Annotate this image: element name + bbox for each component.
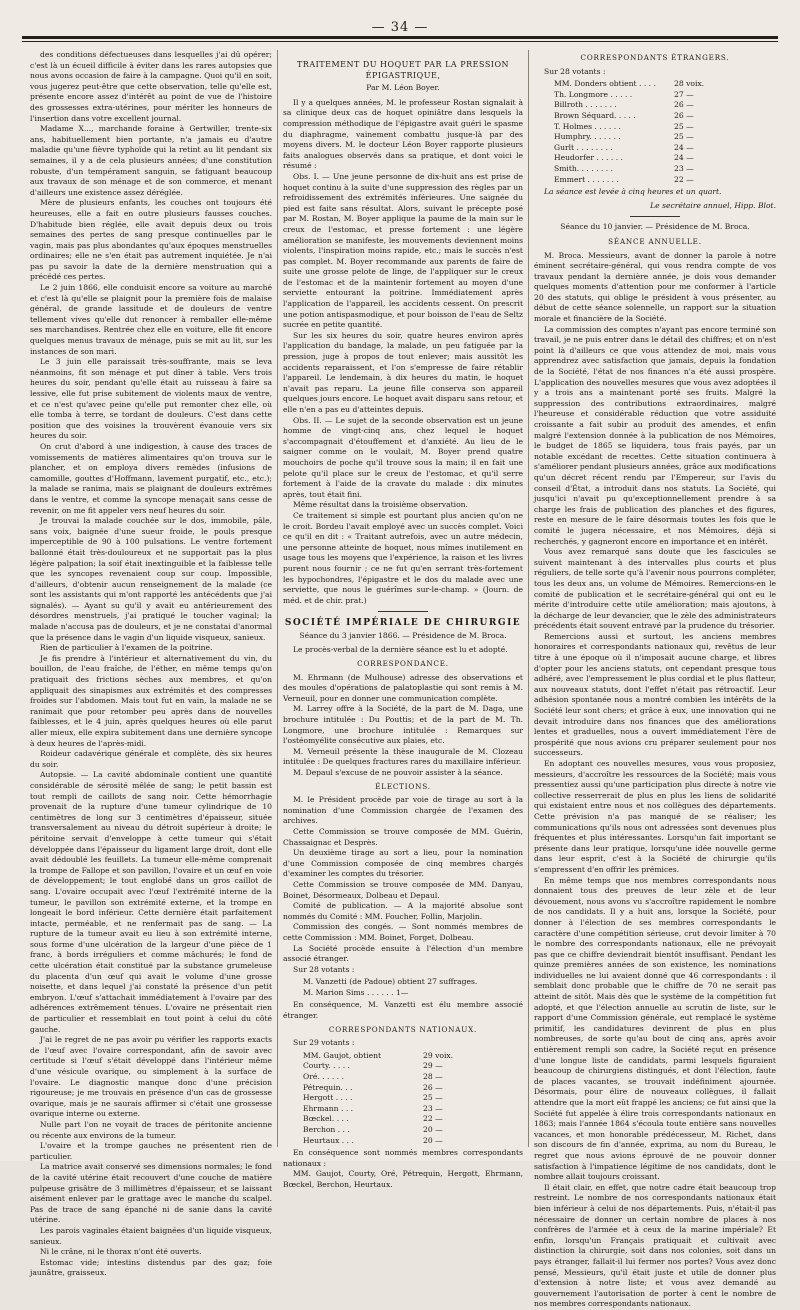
vote-row bbox=[303, 1083, 523, 1094]
vote-name: M. Vanzetti (de Padoue) obtient 27 suffrages. bbox=[303, 977, 478, 987]
paragraph: Commission des congés. — Sont nommés membres de cette Commission : MM. Boinet, Forget, Dolbeau. bbox=[283, 922, 523, 942]
vote-value: 25 — bbox=[674, 132, 694, 142]
vote-name: Billroth . . . . . . . bbox=[554, 100, 617, 110]
vote-intro: Sur 29 votants : bbox=[293, 1038, 355, 1048]
vote-list bbox=[303, 977, 523, 998]
vote-list bbox=[554, 79, 776, 185]
paragraph: J'ai le regret de ne pas avoir pu vérifier les rapports exacts de l'œuf avec l'ovaire correspondant, afin de savoir avec certitude si l'œuf s'était développé dans l'intérieur même d'une vésicule ovarique, ou simplement à la surface de l'ovaire. Le diagnostic manque donc d'une précision rigoureuse; je me trouvais en présence d'un cas de grossesse ovarique, mais je ne saurais affirmer si c'était une grossesse ovarique interne ou externe. bbox=[30, 1035, 272, 1119]
paragraph: Nulle part l'on ne voyait de traces de péritonite ancienne ou récente aux environs de la tumeur. bbox=[30, 1119, 272, 1140]
vote-name: MM. Gaujot, obtient bbox=[303, 1050, 382, 1060]
header-rule bbox=[22, 36, 778, 39]
paragraph: M. Larrey offre à la Société, de la part de M. Daga, une brochure intitulée : Du Pouttis; et de la part de M. Th. Longmore, une brochure intitulée : Remarques sur l'ostéomyélite consécutive aux plaies, etc. bbox=[283, 704, 523, 746]
vote-name: MM. Donders obtient . . . . bbox=[554, 79, 656, 89]
vote-value: 22 — bbox=[674, 174, 694, 184]
header-rule-thin bbox=[22, 41, 778, 42]
vote-name: Berchon . . . bbox=[303, 1125, 350, 1134]
paragraph: La commission des comptes n'ayant pas encore terminé son travail, je ne puis entrer dans le détail des chiffres; et on n'est point là d'ailleurs ce que vous attendez de moi, mais vous apprendrez avec satisfaction que jamais, depuis la fondation de la Société, l'état de nos finances n'a été aussi prospère. L'application des nouvelles mesures que vous avez adoptées il y a trois ans a maintenant porté ses fruits. Malgré la suppression des contributions extraordinaires, malgré l'heureuse et considérable réduction que votre assiduité croissante a fait subir au produit des amendes, et enfin malgré l'extension donnée à la publication de nos Mémoires, le budget de 1865 se liquidera, tous frais payés, par un notable excédant de recettes. Cette situation continuera à s'améliorer pendant plusieurs années, grâce aux modifications qu'un décret récent rendu par l'Empereur, sur l'avis du conseil d'État, a introduit dans nos statuts. La Société, qui jusqu'ici n'avait pu qu'exceptionnellement prendre à sa charge les frais de publication des planches et des figures, reste en mesure de le faire désormais toutes les fois que le comité le jugera nécessaire, et nos Mémoires, déjà si recherchés, y gagneront encore en importance et en intérêt. bbox=[534, 324, 776, 546]
session-heading: Séance du 3 janvier 1866. — Présidence de M. Broca. bbox=[299, 630, 507, 640]
vote-name: Hergott . . . . bbox=[303, 1093, 353, 1103]
paragraph: des conditions défectueuses dans lesquelles j'ai dû opérer; c'est là un écueil difficile à éviter dans les rares autopsies que nous avons occasion de faire à la campagne. Quoi qu'il en soit, vous jugerez peut-être que cette observation, telle qu'elle est, présente encore assez d'intérêt au point de vue de l'histoire des grossesses extra-utérines, pour mériter les honneurs de l'insertion dans votre excellent journal. bbox=[30, 50, 272, 123]
vote-row bbox=[303, 1093, 523, 1104]
section-separator bbox=[630, 216, 680, 217]
paragraph: Le 2 juin 1866, elle conduisit encore sa voiture au marché et c'est là qu'elle se plaignit pour la première fois de malaise général, de grande lassitude et de douleurs de ventre tellement vives qu'elle dut renoncer à remballer elle-même ses marchandises. Rentrée chez elle en voiture, elle fit encore quelques menus travaux de ménage, puis se mit au lit, sur les instances de son mari. bbox=[30, 283, 272, 356]
paragraph: Le 3 juin elle paraissait très-souffrante, mais se leva néanmoins, fit son ménage et put dîner à table. Vers trois heures du soir, pendant qu'elle était au ruisseau à faire sa lessive, elle fut prise subitement de violents maux de ventre, et ce n'est qu'avec peine qu'elle put remonter chez elle, où elle tomba à terre, se tordant de douleurs. C'est dans cette position que des voisines la trouvèrent évanouie vers six heures du soir. bbox=[30, 357, 272, 441]
column-left bbox=[30, 50, 272, 1278]
vote-name: Brown Séquard. . . . . bbox=[554, 110, 636, 120]
paragraph: L'ovaire et la trompe gauches ne présentent rien de particulier. bbox=[30, 1141, 272, 1161]
vote-value: 26 — bbox=[674, 100, 694, 110]
paragraph: Obs. I. — Une jeune personne de dix-huit ans est prise de hoquet continu à la suite d'une suppression des règles par un refroidissement des extrémités inférieures. Une saignée du pied est faite sans résultat. Alors, suivant le précepte posé par M. Rostan, M. Boyer applique la paume de la main sur le creux de l'estomac, et presse fortement : une légère amélioration se manifeste, les mouvements deviennent moins violents, l'inspiration moins rapide, etc.; mais le succès n'est pas complet. M. Boyer recommande aux parents de faire de suite une grosse pelote de linge, de l'appliquer sur le creux de l'estomac et de la maintenir fortement au moyen d'une serviette entourant la poitrine. Immédiatement après l'application de l'appareil, les accidents cessent. On prescrit une potion antispasmodique, et pour boisson de l'eau de Seltz sucrée en petite quantité. bbox=[283, 171, 523, 330]
vote-row bbox=[554, 111, 776, 122]
vote-name: Heudorfer . . . . . . bbox=[554, 153, 623, 163]
vote-name: Humphry. . . . . . . bbox=[554, 132, 621, 142]
column-divider bbox=[277, 50, 278, 1147]
vote-name: Courty. . . . . bbox=[303, 1061, 350, 1071]
paragraph: Remercions aussi et surtout, les anciens membres honoraires et correspondants nationaux qui, revêtus de leur titre à une époque où il n'imposait aucune charge, et libres d'opter pour les anciens statuts, ont cependant presque tous adhéré, avec l'empressement le plus cordial et le plus flatteur, aux nouveaux statuts, dont l'effet n'était pas rétroactif. Leur adhésion spontanée nous a montré combien les intérêts de la Société leur sont chers; et grâce à eux, une innovation qui ne devait introduire dans nos finances que des améliorations lentes et graduelles, nous a ouvert immédiatement l'ère de prospérité que nous avions cru préparer seulement pour nos successeurs. bbox=[534, 631, 776, 758]
paragraph: Même résultat dans la troisième observation. bbox=[293, 500, 468, 510]
vote-value: 26 — bbox=[674, 110, 694, 120]
vote-name: Th. Longmore . . . . . bbox=[554, 89, 633, 99]
paragraph: M. le Président procède par voie de tirage au sort à la nomination d'une Commission chargée de l'examen des archives. bbox=[283, 795, 523, 826]
vote-intro: Sur 28 votants : bbox=[293, 964, 355, 974]
subsection-heading: CORRESPONDANCE. bbox=[357, 659, 449, 669]
vote-value: 29 voix. bbox=[423, 1050, 454, 1060]
vote-row bbox=[303, 1072, 523, 1083]
subsection-heading: ÉLECTIONS. bbox=[375, 781, 431, 791]
vote-row bbox=[554, 175, 776, 186]
paragraph: Autopsie. — La cavité abdominale contient une quantité considérable de sérosité mêlée de sang; le petit bassin est tout rempli de caillots de sang noir. Cette hémorrhagie provenait de la rupture d'une tumeur cylindrique de 10 centimètres de long sur 3 centimètres d'épaisseur, située transversalement au niveau du détroit supérieur à droite; le péritoine servait d'enveloppe à cette tumeur qui s'était développée dans l'épaisseur du ligament large droit, dont elle avait dédoublé les feuillets. La tumeur elle-même comprenait la trompe de Fallope et son pavillon, l'ovaire et un œuf en voie de développement; le tout englobé dans un gros caillot de sang. L'ovaire occupait avec l'œuf l'extrémité interne de la tumeur, le pavillon son extrémité externe, et la trompe en longeait le bord inférieur. Cette dernière était parfaitement intacte, perméable, et ne renfermait pas de sang. — La rupture de la tumeur avait eu lieu à son extrémité interne, sous forme d'une ulcération de la largeur d'une pièce de 1 franc, à bords irréguliers et comme mâchurés; le fond de cette ulcération était constitué par la substance grumeleuse du placenta d'un œuf qui avait le volume d'une grosse noisette, et dans lequel j'ai constaté la présence d'un petit embryon. L'œuf s'attachait immédiatement à l'ovaire par des adhérences extrêmement ténues. L'ovaire ne présentait rien de particulier et ressemblait en tout point à celui du côté gauche. bbox=[30, 770, 272, 1034]
paragraph: Il était clair, en effet, que notre cadre était beaucoup trop restreint. Le nombre de nos correspondants nationaux était bien inférieur à celui de nos départements. Puis, n'était-il pas nécessaire de donner un certain nombre de places à nos confrères de l'armée et à ceux de la marine impériale? Et enfin, lorsqu'un Français pratiquait et cultivait avec distinction la chirurgie, soit dans nos colonies, soit dans un pays étranger, fallait-il lui fermer nos portes? Vous avez donc pensé, Messieurs, qu'il était juste et utile de donner plus d'extension à notre liste; et vous avez demandé au gouvernement l'autorisation de porter à cent le nombre de nos membres correspondants nationaux. bbox=[534, 1182, 776, 1309]
vote-intro: Sur 28 votants : bbox=[544, 66, 606, 76]
paragraph: En conséquence sont nommés membres correspondants nationaux : bbox=[283, 1148, 523, 1168]
vote-name: Smith. . . . . . . . bbox=[554, 163, 613, 173]
vote-row bbox=[554, 153, 776, 164]
vote-value: — bbox=[400, 987, 409, 997]
paragraph: En adoptant ces nouvelles mesures, vous vous proposiez, messieurs, d'accroître les ressources de la Société; mais vous pressentiez aussi qu'une participation plus directe à notre vie collective resserrerait de plus en plus les liens de solidarité qui existaient entre nous et nos collègues des départements. Cette prévision n'a pas manqué de se réaliser; les communications qu'ils nous ont adressées sont devenues plus fréquentes et plus intéressantes. Lorsqu'un fait important se présente dans leur pratique, lorsqu'une idée nouvelle germe dans leur esprit, c'est à la Société de chirurgie qu'ils s'empressent d'en offrir les prémices. bbox=[534, 759, 776, 874]
paragraph: Cette Commission se trouve composée de MM. Guérin, Chassaignac et Desprès. bbox=[283, 826, 523, 847]
paragraph: La matrice avait conservé ses dimensions normales; le fond de la cavité utérine était recouvert d'une couche de matière pulpeuse grisâtre de 3 millimètres d'épaisseur, et se laissant aisément enlever par le grattage avec le manche du scalpel. Pas de trace de sang épanché ni de sanie dans la cavité utérine. bbox=[30, 1162, 272, 1225]
vote-value: 28 — bbox=[423, 1072, 443, 1082]
section-separator bbox=[378, 611, 428, 612]
paragraph: M. Ehrmann (de Mulhouse) adresse des observations et des moules d'opérations de palatoplastie qui sont remis à M. Verneuil, pour en donner une communication complète. bbox=[283, 672, 523, 703]
vote-row bbox=[303, 1051, 523, 1062]
vote-name: Emmert . . . . . . . bbox=[554, 174, 619, 184]
vote-name: M. Marion Sims . . . . . . 1 bbox=[303, 987, 401, 997]
paragraph: Ni le crâne, ni le thorax n'ont été ouverts. bbox=[40, 1247, 202, 1257]
article-title: TRAITEMENT DU HOQUET PAR LA PRESSION ÉPIGASTRIQUE, bbox=[296, 60, 510, 80]
vote-row bbox=[554, 122, 776, 133]
vote-row bbox=[554, 132, 776, 143]
vote-value: 22 — bbox=[423, 1114, 443, 1124]
vote-value: 23 — bbox=[674, 163, 694, 173]
vote-row bbox=[303, 1136, 523, 1147]
paragraph: MM. Gaujot, Courty, Oré, Pétrequin, Hergott, Ehrmann, Bœckel, Berchon, Heurtaux. bbox=[283, 1169, 523, 1189]
vote-value: 25 — bbox=[423, 1093, 443, 1103]
vote-name: Pétrequin. . . bbox=[303, 1082, 353, 1092]
column-middle bbox=[283, 50, 523, 1189]
paragraph: Vous avez remarqué sans doute que les fascicules se suivent maintenant à des intervalles plus courts et plus réguliers, de telle sorte qu'à l'avenir nous pourrons compléter, tous les deux ans, un volume de Mémoires. Remercions-en le comité de publication et le secrétaire-général qui ont eu le mérite d'introduire cette utile amélioration; mais ajoutons, à la décharge de leur devancier, que le zèle des administrateurs précédents était souvent entravé par la prudence du trésorier. bbox=[534, 547, 776, 631]
paragraph: En conséquence, M. Vanzetti est élu membre associé étranger. bbox=[283, 1000, 523, 1021]
paragraph: Je trouvai la malade couchée sur le dos, immobile, pâle, sans voix, baignée d'une sueur froide, le pouls presque imperceptible de 90 à 100 pulsations. Le ventre fortement ballonné était très-douloureux et ne supportait pas la plus légère palpation; la soif était inextinguible et la faiblesse telle que les syncopes revenaient coup sur coup. Impossible, d'ailleurs, d'obtenir aucun renseignement de la malade (ce sont les assistants qui m'ont rapporté les antécédents que j'ai signalés). — Ayant su qu'il y avait eu antérieurement des désordres menstruels, j'ai pratiqué le toucher vaginal; la malade n'accusa pas de douleurs, et je ne constatai d'anormal que la présence dans le vagin d'un liquide visqueux, sanieux. bbox=[30, 516, 272, 642]
paragraph: M. Broca. Messieurs, avant de donner la parole à notre éminent secrétaire-général, qui vous rendra compte de vos travaux pendant la dernière année, je dois vous demander quelques moments d'attention pour me conformer à l'article 20 des statuts, qui oblige le président à vous présenter, au début de cette séance solennelle, un rapport sur la situation morale et financière de la Société. bbox=[534, 250, 776, 324]
paragraph: Je fis prendre à l'intérieur et alternativement du vin, du bouillon, de l'eau fraîche, de l'éther, en même temps qu'on pratiquait des frictions sèches aux membres, et qu'on appliquait des sinapismes aux extrémités et des compresses froides sur l'abdomen. Mais tout fut en vain, la malade ne se ranimait que pour retomber peu après dans de nouvelles faiblesses, et le 4 juin, après quelques heures où elle parut aller mieux, elle expira subitement dans une dernière syncope à deux heures de l'après-midi. bbox=[30, 653, 272, 748]
vote-row bbox=[303, 1125, 523, 1136]
subsection-heading: SÉANCE ANNUELLE. bbox=[608, 236, 702, 246]
vote-value: 20 — bbox=[423, 1135, 443, 1145]
vote-row bbox=[554, 164, 776, 175]
paragraph: On crut d'abord à une indigestion, à cause des traces de vomissements de matières alimentaires qu'on trouva sur le plancher, et on employa divers remèdes (infusions de camomille, gouttes d'Hoffmann, lavement purgatif, etc., etc.); la malade se ranima, mais se plaignant de douleurs extrêmes dans le ventre, et comme la syncope menaçait sans cesse de revenir, on me fit appeler vers neuf heures du soir. bbox=[30, 441, 272, 515]
paragraph: M. Verneuil présente la thèse inaugurale de M. Clozeau intitulée : De quelques fractures rares du maxillaire inférieur. bbox=[283, 746, 523, 767]
paragraph: Mère de plusieurs enfants, les couches ont toujours été heureuses, elle a fait en outre plusieurs fausses couches. D'habitude bien réglée, elle avait depuis deux ou trois semaines des pertes de sang presque continuelles par le vagin, mais pas plus abondantes qu'aux époques menstruelles ordinaires; elle ne s'en était pas autrement inquiétée. Je n'ai pas pu savoir la date de la dernière menstruation qui a précédé ces pertes. bbox=[30, 198, 272, 282]
closing-line: La séance est levée à cinq heures et un quart. bbox=[544, 187, 722, 197]
vote-value: 27 — bbox=[674, 89, 694, 99]
vote-row bbox=[303, 1104, 523, 1115]
page-number: — 34 — bbox=[371, 20, 429, 35]
paragraph: Cette Commission se trouve composée de MM. Danyau, Boinet, Désormeaux, Dolbeau et Depaul. bbox=[283, 879, 523, 900]
paragraph: M. Depaul s'excuse de ne pouvoir assister à la séance. bbox=[293, 768, 503, 777]
vote-value: 20 — bbox=[423, 1125, 443, 1134]
vote-name: Gurlt . . . . . . . . bbox=[554, 142, 613, 152]
paragraph: En même temps que nos membres correspondants nous donnaient tous des preuves de leur zèle et de leur dévouement, nous avons vu s'accroître rapidement le nombre de nos candidats. Il y a huit ans, lorsque la Société, pour donner à l'élection de ses membres correspondants le caractère d'une compétition sérieuse, crut devoir limiter à 70 le nombre des correspondants nationaux, elle ne prévoyait pas que ce chiffre deviendrait bientôt insuffisant. Pendant les quinze premières années de son existence, les nominations individuelles ne lui avaient donné que 46 correspondants : il semblait donc probable que le chiffre de 70 ne serait pas atteint de sitôt. Mais dès que le système de la compétition fut adopté, et que l'élection annuelle au scrutin de liste, sur le rapport d'une Commission générale, eut remplacé le système primitif, les candidatures devinrent de plus en plus nombreuses, de sorte qu'au bout de cinq ans, après avoir entièrement rempli son cadre, la Société reçut en présence d'une longue liste de candidats, parmi lesquels figuraient beaucoup de chirurgiens distingués, et dont l'élection, faute de places vacantes, se trouvait indéfiniment ajournée. Désormais, pour élire de nouveaux collègues, il fallait attendre que la mort eût frappé les anciens; ce fut ainsi que la Société fut appelée à élire trois correspondants nationaux en 1863; mais l'année 1864 s'écoula toute entière sans nouvelles vacances, et mon honorable prédécesseur, M. Richet, dans son discours de fin d'année, exprima, au nom du Bureau, le regret que nous avions éprouvé de ne pouvoir donner satisfaction à l'impatience légitime de nos candidats, dont le nombre allait toujours croissant. bbox=[534, 875, 776, 1182]
vote-value: 24 — bbox=[674, 153, 694, 163]
paragraph: Un deuxième tirage au sort a lieu, pour la nomination d'une Commission composée de cinq membres chargés d'examiner les comptes du trésorier. bbox=[283, 848, 523, 879]
paragraph: Roideur cadavérique générale et complète, dès six heures du soir. bbox=[30, 749, 272, 769]
secretary-signature: Le secrétaire annuel, Hipp. Blot. bbox=[650, 200, 776, 210]
subsection-heading: CORRESPONDANTS NATIONAUX. bbox=[328, 1024, 478, 1034]
vote-name: T. Holmes . . . . . . bbox=[554, 121, 621, 131]
paragraph: Le procès-verbal de la dernière séance est lu et adopté. bbox=[293, 645, 508, 655]
vote-list bbox=[303, 1051, 523, 1146]
subsection-heading: CORRESPONDANTS ÉTRANGERS. bbox=[580, 53, 730, 62]
paragraph: Sur les six heures du soir, quatre heures environ après l'application du bandage, la malade, un peu fatiguée par la pression, juge à propos de tout enlever; mais aussitôt les accidents reparaissent, et l'on s'empresse de faire rétablir l'appareil. Le lendemain, à dix heures du matin, le hoquet n'avait pas reparu. La jeune fille conserva son appareil quelques jours encore. Le hoquet avait disparu sans retour, et elle n'en a pas eu d'atteintes depuis. bbox=[283, 330, 523, 414]
vote-value: 28 voix. bbox=[674, 79, 705, 89]
vote-row bbox=[303, 988, 523, 999]
vote-name: Heurtaux . . . bbox=[303, 1135, 354, 1145]
vote-value: 25 — bbox=[674, 121, 694, 131]
vote-row bbox=[303, 1114, 523, 1125]
vote-value: 26 — bbox=[423, 1082, 443, 1092]
paragraph: Estomac vide; intestins distendus par des gaz; foie jaunâtre, graisseux. bbox=[30, 1257, 272, 1278]
vote-value: 29 — bbox=[423, 1061, 443, 1071]
paragraph: Rien de particulier à l'examen de la poitrine. bbox=[40, 643, 213, 653]
vote-row bbox=[554, 79, 776, 90]
vote-row bbox=[303, 977, 523, 988]
vote-name: Ehrmann . . . bbox=[303, 1103, 354, 1113]
article-author: Par M. Léon Boyer. bbox=[366, 83, 440, 93]
session-heading: Séance du 10 janvier. — Présidence de M. Broca. bbox=[560, 222, 750, 232]
paragraph: Obs. II. — Le sujet de la seconde observation est un jeune homme de vingt-cinq ans, chez lequel le hoquet s'accompagnait d'étouffement et d'anxiété. Au lieu de le saigner comme on le voulait, M. Boyer prend quatre mouchoirs de poche qu'il trouve sous la main; il en fait une pelote qu'il place sur le creux de l'estomac, et qu'il serre fortement à l'aide de la cravate du malade : dix minutes après, tout était fini. bbox=[283, 415, 523, 499]
vote-row bbox=[554, 143, 776, 154]
vote-row bbox=[303, 1061, 523, 1072]
vote-row bbox=[554, 100, 776, 111]
section-title: SOCIÉTÉ IMPÉRIALE DE CHIRURGIE bbox=[284, 618, 522, 629]
column-right bbox=[534, 50, 776, 1309]
paragraph: Comité de publication. — A la majorité absolue sont nommés du Comité : MM. Foucher, Follin, Marjolin. bbox=[283, 901, 523, 921]
vote-value: 24 — bbox=[674, 142, 694, 152]
vote-name: Bœckel. . . . bbox=[303, 1114, 349, 1124]
paragraph: La Société procède ensuite à l'élection d'un membre associé étranger. bbox=[283, 943, 523, 964]
vote-row bbox=[554, 90, 776, 101]
paragraph: Les parois vaginales étaient baignées d'un liquide visqueux, sanieux. bbox=[30, 1225, 272, 1246]
column-divider bbox=[528, 50, 529, 1147]
paragraph: Ce traitement si simple est pourtant plus ancien qu'on ne le croit. Bordeu l'avait employé avec un succès complet. Voici ce qu'il en dit : « Traitant autrefois, avec un autre médecin, une personne atteinte de hoquet, nous mîmes inutilement en usage tous les moyens que l'expérience, la raison et les livres purent nous fournir ; ce ne fut qu'en serrant très-fortement les hypochondres, l'épigastre et le dos du malade avec une serviette, que nous le guérîmes sur-le-champ. » (Journ. de méd. et de chir. prat.) bbox=[283, 510, 523, 605]
paragraph: Madame X..., marchande foraine à Gertwiller, trente-six ans, habituellement bien portante, n'a jamais eu d'autre maladie qu'une fièvre typhoïde qui la retint au lit pendant six semaines, il y a de cela plusieurs années; d'une constitution robuste, d'un tempérament sanguin, se fatiguant beaucoup aux travaux de son ménage et de son commerce, et menant d'ailleurs une existence assez déréglée. bbox=[30, 124, 272, 197]
paragraph: Il y a quelques années, M. le professeur Rostan signalait à sa clinique deux cas de hoquet opiniâtre dans lesquels la compression méthodique de l'épigastre avait guéri le spasme du diaphragme, vainement combattu jusque-là par des moyens divers. M. le docteur Léon Boyer rapporte plusieurs faits analogues observés dans sa pratique, et dont voici le résumé : bbox=[283, 97, 523, 171]
vote-value: 23 — bbox=[423, 1103, 443, 1113]
vote-name: Oré. . . . . . bbox=[303, 1072, 344, 1082]
